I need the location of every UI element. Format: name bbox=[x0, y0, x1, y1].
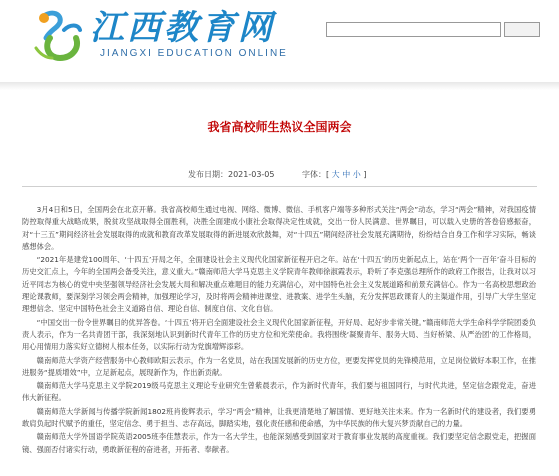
font-size-switcher bbox=[302, 169, 366, 180]
article bbox=[0, 90, 559, 476]
article-paragraph: 赣南师范大学资产经营服务中心教师欧阳云表示，作为一名党员，站在我国发展新的历史方位，更要发挥党员的先锋模范用，立足岗位做好本职工作，在推进服务“提质增效”中，立足新起点，展现新作为，作出新贡献。 bbox=[22, 355, 536, 377]
font-size-large-link[interactable]: 大 bbox=[331, 170, 340, 179]
article-paragraph: “中国交出一份令世界瞩目的优异答卷。‘十四五’将开启全面建设社会主义现代化国家新征程，开好局、起好步非常关键。”赣南师范大学生命科学学院团委负责人表示，作为一名共青团干部，我深刻地认识到新时代青年工作的历史方位和光荣使命。我将围绕‘凝聚青年、服务大局、当好桥梁、从严治团’的工作格局，用心用情用力落实好立德树人根本任务，以实际行动为党旗增辉添彩。 bbox=[22, 317, 536, 352]
article-body bbox=[22, 204, 536, 457]
article-paragraph: 3月4日和5日，全国两会在北京开幕。我省高校师生通过电视、网络、微博、微信、手机客户端等多种形式关注“两会”动态，学习“两会”精神，对我国疫情防控取得重大战略成果，脱贫攻坚战取得全面胜利，决胜全面建成小康社会取得决定性成就，交出一份人民满意、世界瞩目，可以载入史册的答卷倍感振奋，对“十三五”期间经济社会发展取得的成就和教育改革发展取得的新进展欢欣鼓舞，对“十四五”期间经济社会发展充满期待，纷纷结合自身工作和学习实际，畅谈感想体会。 bbox=[22, 205, 536, 251]
font-size-close: ] bbox=[363, 170, 367, 179]
font-size-label: 字体：[ bbox=[302, 170, 330, 179]
article-meta bbox=[0, 169, 559, 183]
meta-divider bbox=[22, 186, 537, 187]
article-paragraph: 赣南师范大学新闻与传播学院新闻1802班肖俊辉表示，学习“两会”精神，让我更清楚地了解国情、更好地关注未来。作为一名新时代的建设者，我们要勇敢肩负起时代赋予的重任，坚定信念、勇于担当、志存高远，脚踏实地，强化责任感和使命感，为中华民族的伟大复兴梦贡献自己的力量。 bbox=[22, 406, 536, 429]
site-logo-chinese[interactable]: 江西教育网 bbox=[90, 8, 275, 48]
site-header bbox=[0, 0, 559, 82]
article-paragraph: 赣南师范大学外国语学院英语2005班李佳慧表示，作为一名大学生，也能深刻感受到国家对于教育事业发展的高度重视。我们要坚定信念跟党走，把握面镜、强面否付诸实行动，勇敢新征程的奋进者，开拓者、奉献者。 bbox=[22, 432, 536, 454]
search-button[interactable] bbox=[504, 22, 540, 37]
site-logo-icon[interactable] bbox=[30, 8, 86, 64]
article-paragraph: 赣南师范大学马克思主义学院2019级马克思主义理论专业研究生曾紫晨表示，作为新时代青年，我们要与祖国同行，与时代共进，坚定信念跟党走，奋进伟大新征程。 bbox=[22, 381, 536, 403]
font-size-small-link[interactable]: 小 bbox=[352, 170, 361, 179]
article-paragraph: “2021年是建党100周年、‘十四五’开局之年，全面建设社会主义现代化国家新征程开启之年。站在‘十四五’的历史新起点上，站在‘两个一百年’奋斗目标的历史交汇点上，今年的全国两会备受关注，意义重大。”赣南师范大学马克思主义学院青年教师徐淑霞表示，聆听了李克强总理所作的政府工作报告，让我对以习近平同志为核心的党中央坚强领导经济社会发展大局和解决重点难题目的能力充满信心，对中国特色社会主义发展道路和前景充满信心。作为一名高校思想政治理论课教师，要深刻学习领会两会精神，加强理论学习，及时将两会精神进课堂、进教案、进学生头脑，充分发挥思政课育人的主渠道作用，引导广大学生坚定理想信念、坚定中国特色社会主义道路自信、理论自信、制度自信、文化自信。 bbox=[22, 255, 536, 314]
site-logo-english: JIANGXI EDUCATION ONLINE bbox=[100, 48, 288, 59]
font-size-medium-link[interactable]: 中 bbox=[342, 170, 351, 179]
publish-date: 发布日期：2021-03-05 bbox=[188, 170, 275, 179]
article-title: 我省高校师生热议全国两会 bbox=[207, 120, 352, 134]
search-input[interactable] bbox=[326, 22, 501, 37]
header-divider bbox=[0, 82, 559, 90]
